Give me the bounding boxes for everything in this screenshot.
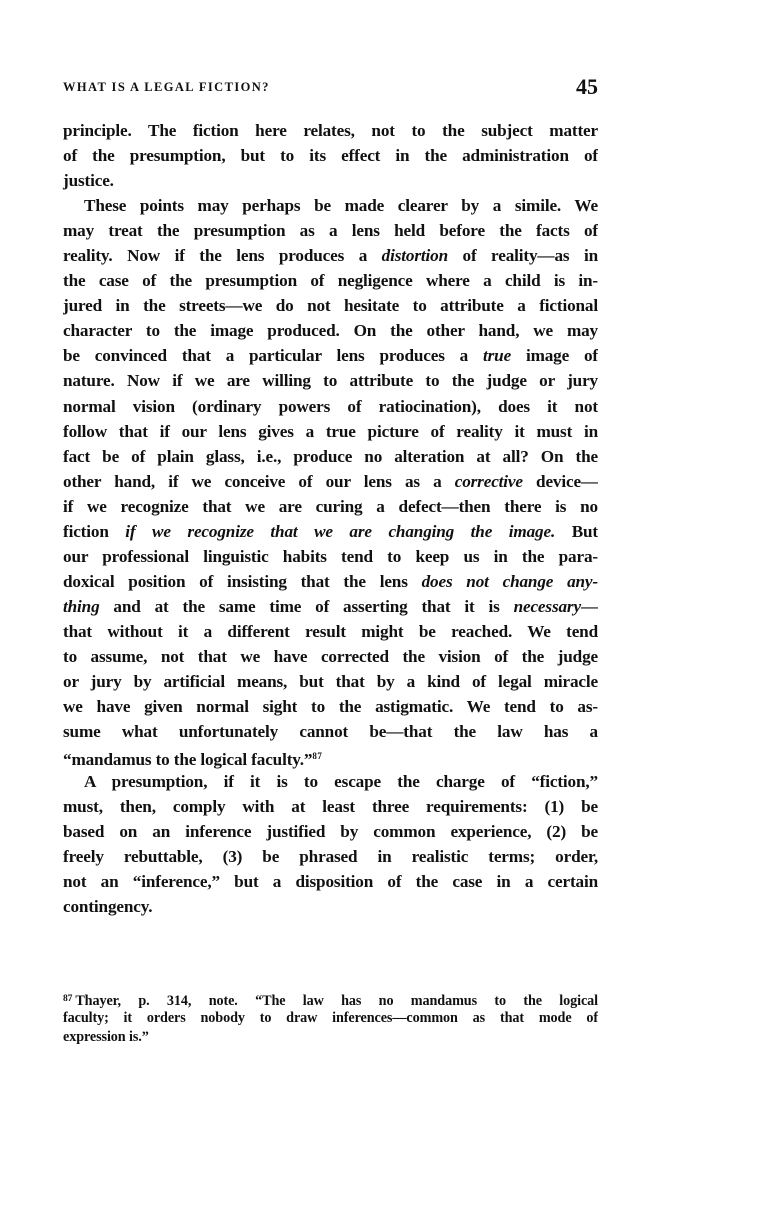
text-line: or jury by artificial means, but that by a kind of legal miracle — [63, 672, 598, 692]
emphasis-text: if we recognize that we are changing the image. — [125, 521, 556, 541]
text-line: normal vision (ordinary powers of ratiocination), does it not — [63, 396, 598, 416]
text-line: fact be of plain glass, i.e., produce no alteration at all? On the — [63, 446, 598, 466]
emphasis-text: corrective — [454, 471, 523, 491]
text-line: must, then, comply with at least three requirements: (1) be — [63, 797, 598, 817]
text-line: thing and at the same time of asserting that it is necessary— — [63, 596, 598, 616]
text-line: jured in the streets—we do not hesitate to attribute a fictional — [63, 296, 598, 316]
text-line: contingency. — [63, 897, 153, 917]
footnote-line: $^{87}$ Thayer, p. 314, note. “The law has no mandamus to the logical — [63, 993, 598, 1009]
text-line: doxical position of insisting that the lens does not change any- — [63, 571, 598, 591]
text-line: of the presumption, but to its effect in the administration of — [63, 146, 598, 166]
emphasis-text: true — [483, 346, 512, 366]
text-line: that without it a different result might be reached. We tend — [63, 621, 598, 641]
text-line: fiction if we recognize that we are changing the image. But — [63, 521, 598, 541]
text-line: to assume, not that we have corrected the vision of the judge — [63, 646, 598, 666]
text-line: based on an inference justified by common experience, (2) be — [63, 822, 598, 842]
page-header — [63, 74, 598, 100]
text-line: A presumption, if it is to escape the charge of “fiction,” — [84, 772, 598, 792]
text-line: other hand, if we conceive of our lens as a corrective device— — [63, 471, 598, 491]
footnote-line: expression is.” — [63, 1029, 149, 1045]
emphasis-text: does not change any- — [421, 571, 598, 591]
text-line: reality. Now if the lens produces a distortion of reality—as in — [63, 246, 598, 266]
text-line: These points may perhaps be made clearer by a simile. We — [84, 196, 598, 216]
page-number: 45 — [576, 74, 598, 99]
text-line: character to the image produced. On the other hand, we may — [63, 321, 598, 341]
text-line: be convinced that a particular lens produces a true image of — [63, 346, 598, 366]
body-text — [63, 118, 598, 920]
footnote-number: 87 — [63, 994, 73, 1004]
text-line: the case of the presumption of negligence where a child is in- — [63, 271, 598, 291]
footnote — [63, 990, 598, 1047]
text-line: “mandamus to the logical faculty.”$^{87}$ — [63, 750, 323, 770]
text-line: not an “inference,” but a disposition of the case in a certain — [63, 872, 598, 892]
text-line: nature. Now if we are willing to attribute to the judge or jury — [63, 371, 598, 391]
footnote-line: faculty; it orders nobody to draw inferences—common as that mode of — [63, 1010, 598, 1026]
text-line: justice. — [63, 171, 114, 191]
running-title: WHAT IS A LEGAL FICTION? — [63, 80, 270, 94]
text-line: principle. The fiction here relates, not to the subject matter — [63, 121, 598, 140]
text-line: freely rebuttable, (3) be phrased in realistic terms; order, — [63, 847, 598, 867]
emphasis-text: necessary — [513, 596, 581, 616]
footnote-reference: 87 — [312, 751, 323, 762]
text-line: we have given normal sight to the astigmatic. We tend to as- — [63, 697, 598, 717]
emphasis-text: thing — [63, 596, 100, 616]
text-line: sume what unfortunately cannot be—that the law has a — [63, 722, 598, 742]
text-line: if we recognize that we are curing a defect—then there is no — [63, 496, 598, 516]
text-line: our professional linguistic habits tend to keep us in the para- — [63, 546, 598, 566]
emphasis-text: distortion — [381, 246, 448, 266]
text-line: follow that if our lens gives a true picture of reality it must in — [63, 421, 598, 441]
text-line: may treat the presumption as a lens held before the facts of — [63, 221, 598, 241]
